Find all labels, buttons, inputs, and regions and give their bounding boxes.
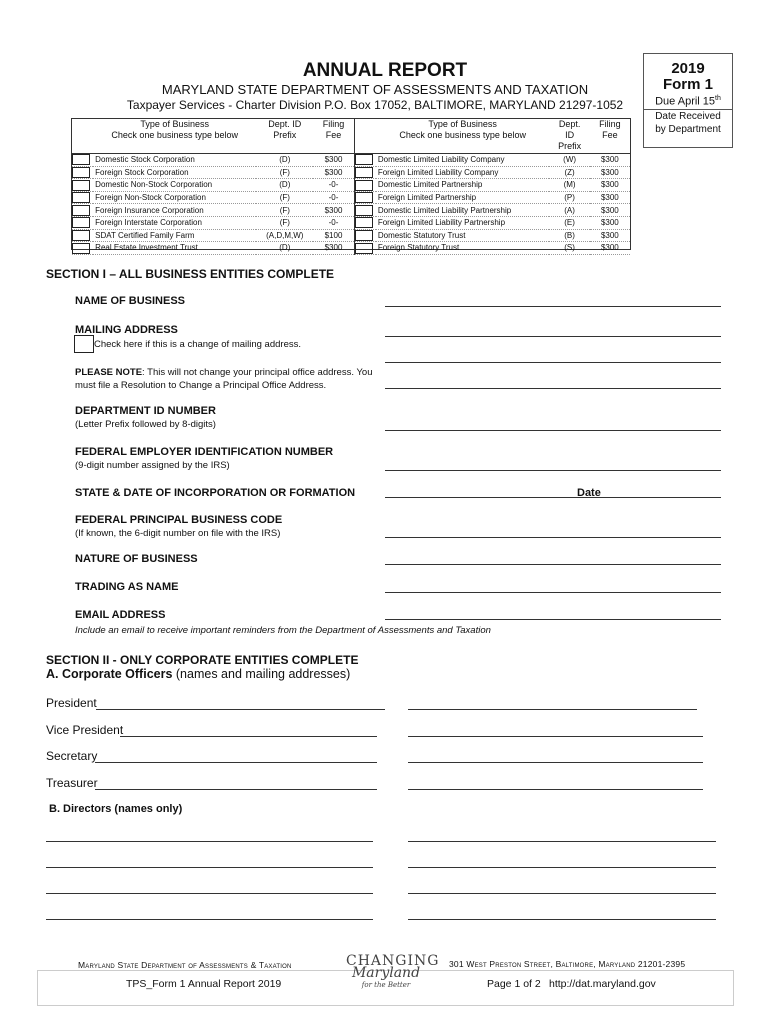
header-fee-1: Filing: [322, 119, 345, 129]
president-name-field[interactable]: [96, 709, 385, 710]
business-type-checkbox-right[interactable]: [355, 217, 373, 228]
email-label: EMAIL ADDRESS: [75, 609, 166, 621]
business-type-checkbox-left-cell[interactable]: [72, 204, 93, 217]
secretary-name-field[interactable]: [95, 762, 377, 763]
filing-fee: -0-: [313, 216, 354, 229]
business-type-name: Domestic Limited Liability Partnership: [376, 204, 550, 217]
dept-id-prefix: (S): [549, 242, 589, 255]
business-type-name: Foreign Limited Liability Company: [376, 166, 550, 179]
director-field-6[interactable]: [408, 893, 716, 894]
please-note-line-1: : This will not change your principal office address. You: [142, 367, 373, 378]
footer-url[interactable]: http://dat.maryland.gov: [549, 978, 656, 990]
business-type-checkbox-right[interactable]: [355, 243, 373, 254]
filing-fee: $300: [313, 242, 354, 255]
mailing-address-field-1[interactable]: [385, 336, 721, 337]
dept-id-prefix: (W): [549, 154, 589, 167]
form-year: 2019: [671, 60, 705, 77]
logo-changing: CHANGING: [346, 953, 440, 969]
business-type-name: Domestic Limited Liability Company: [376, 154, 550, 167]
dept-id-prefix: (D): [256, 242, 313, 255]
filing-fee: $300: [590, 154, 630, 167]
due-date-text: Due April 15: [655, 95, 716, 108]
dept-id-hint: (Letter Prefix followed by 8-digits): [75, 419, 216, 430]
business-type-name: Domestic Limited Partnership: [376, 179, 550, 192]
business-type-checkbox-right-cell[interactable]: [354, 216, 376, 229]
table-row: [72, 242, 630, 255]
table-header: [72, 118, 630, 154]
business-type-checkbox-right-cell[interactable]: [354, 204, 376, 217]
header-type-left: [93, 118, 256, 154]
president-label: President: [46, 696, 97, 710]
director-field-1[interactable]: [46, 841, 373, 842]
director-field-3[interactable]: [46, 867, 373, 868]
state-date-field[interactable]: [385, 497, 721, 498]
business-type-name: Domestic Stock Corporation: [93, 154, 256, 167]
vice-president-name-field[interactable]: [120, 736, 377, 737]
business-type-checkbox-left-cell[interactable]: [72, 229, 93, 242]
business-type-checkbox-right[interactable]: [355, 180, 373, 191]
business-type-checkbox-left[interactable]: [72, 230, 90, 241]
name-of-business-label: NAME OF BUSINESS: [75, 295, 186, 307]
table-row: [72, 154, 630, 167]
business-type-checkbox-right[interactable]: [355, 154, 373, 165]
dept-id-prefix: (D): [256, 179, 313, 192]
officers-heading: [46, 667, 350, 681]
due-date-sup: th: [715, 95, 721, 102]
business-type-checkbox-left[interactable]: [72, 167, 90, 178]
header-prefix-2: Prefix: [273, 130, 297, 140]
filing-fee: $300: [313, 166, 354, 179]
director-field-2[interactable]: [408, 841, 716, 842]
officers-heading-bold: A. Corporate Officers: [46, 667, 173, 681]
business-type-checkbox-left-cell[interactable]: [72, 166, 93, 179]
logo-maryland: Maryland: [351, 965, 421, 981]
principal-code-hint: (If known, the 6-digit number on file with the IRS): [75, 528, 281, 539]
trading-as-label: TRADING AS NAME: [75, 581, 179, 593]
president-address-field[interactable]: [408, 709, 697, 710]
director-field-7[interactable]: [46, 919, 373, 920]
filing-fee: -0-: [313, 191, 354, 204]
table-row: [72, 216, 630, 229]
logo-for-the-better: for the Better: [361, 981, 411, 989]
business-type-name: Foreign Non-Stock Corporation: [93, 191, 256, 204]
please-note-line-2: must file a Resolution to Change a Principal Office Address.: [75, 380, 327, 391]
dept-id-prefix: (F): [256, 166, 313, 179]
vice-president-label: Vice President: [46, 723, 124, 737]
section-2-heading: SECTION II - ONLY CORPORATE ENTITIES COMPLETE: [46, 653, 359, 667]
officers-heading-rest: (names and mailing addresses): [172, 667, 351, 681]
agency-name: MARYLAND STATE DEPARTMENT OF ASSESSMENTS AND TAXATION: [161, 82, 589, 97]
business-type-checkbox-right-cell[interactable]: [354, 154, 376, 167]
header-type-1: Type of Business: [140, 119, 209, 129]
dept-id-prefix: (D): [256, 154, 313, 167]
changing-maryland-logo: [346, 953, 440, 991]
dept-id-prefix: (F): [256, 204, 313, 217]
table-row: [72, 166, 630, 179]
state-date-label: STATE & DATE OF INCORPORATION OR FORMATION: [75, 487, 356, 499]
agency-address: Taxpayer Services - Charter Division P.O. Box 17052, BALTIMORE, MARYLAND 21297-1052: [126, 98, 624, 112]
form-number: Form 1: [662, 76, 713, 93]
footer-street: 301 West Preston Street, Baltimore, Maryland 21201-2395: [449, 959, 686, 969]
table-row: [72, 204, 630, 217]
date-label: Date: [577, 487, 601, 499]
business-type-checkbox-left-cell[interactable]: [72, 154, 93, 167]
email-hint: Include an email to receive important reminders from the Department of Assessments and Taxation: [75, 625, 491, 636]
dept-id-prefix: (F): [256, 216, 313, 229]
mailing-address-field-3[interactable]: [385, 388, 721, 389]
business-type-checkbox-left[interactable]: [72, 205, 90, 216]
form-info-box: [643, 53, 733, 148]
filing-fee: $300: [590, 242, 630, 255]
business-type-checkbox-right[interactable]: [355, 192, 373, 203]
header-check-left: [72, 118, 93, 154]
dept-id-prefix: (P): [549, 191, 589, 204]
section-1-heading: SECTION I – ALL BUSINESS ENTITIES COMPLETE: [46, 267, 335, 281]
mailing-change-checkbox[interactable]: [74, 335, 94, 353]
nature-of-business-label: NATURE OF BUSINESS: [75, 553, 198, 565]
table-row: [72, 191, 630, 204]
footer-page: Page 1 of 2: [487, 978, 541, 990]
fein-label: FEDERAL EMPLOYER IDENTIFICATION NUMBER: [75, 446, 334, 458]
business-type-checkbox-right-cell[interactable]: [354, 191, 376, 204]
date-received-1: Date Received: [655, 110, 721, 122]
dept-id-prefix: (M): [549, 179, 589, 192]
business-type-checkbox-right-cell[interactable]: [354, 166, 376, 179]
dept-id-prefix: (A): [549, 204, 589, 217]
secretary-label: Secretary: [46, 749, 98, 763]
header-rfee-1: Filing: [599, 119, 621, 129]
please-note-bold: PLEASE NOTE: [75, 367, 143, 378]
filing-fee: $300: [313, 204, 354, 217]
mailing-address-label: MAILING ADDRESS: [75, 324, 178, 336]
business-type-name: Foreign Interstate Corporation: [93, 216, 256, 229]
business-type-checkbox-right[interactable]: [355, 167, 373, 178]
filing-fee: $100: [313, 229, 354, 242]
business-type-name: Real Estate Investment Trust: [93, 242, 256, 255]
business-type-table: [72, 118, 630, 255]
business-type-checkbox-right-cell[interactable]: [354, 229, 376, 242]
dept-id-prefix: (E): [549, 216, 589, 229]
business-type-checkbox-left[interactable]: [72, 192, 90, 203]
business-type-checkbox-right-cell[interactable]: [354, 242, 376, 255]
business-type-checkbox-right[interactable]: [355, 205, 373, 216]
business-type-checkbox-right[interactable]: [355, 230, 373, 241]
trading-as-field[interactable]: [385, 592, 721, 593]
secretary-address-field[interactable]: [408, 762, 703, 763]
principal-code-label: FEDERAL PRINCIPAL BUSINESS CODE: [75, 514, 283, 526]
name-of-business-field[interactable]: [385, 306, 721, 307]
treasurer-name-field[interactable]: [95, 789, 377, 790]
header-type-2: Check one business type below: [111, 130, 238, 140]
header-prefix-1: Dept. ID: [268, 119, 302, 129]
header-fee-2: Fee: [325, 130, 342, 140]
business-type-name: SDAT Certified Family Farm: [93, 229, 256, 242]
dept-id-prefix: (A,D,M,W): [256, 229, 313, 242]
dept-id-label: DEPARTMENT ID NUMBER: [75, 405, 216, 417]
business-type-checkbox-left-cell[interactable]: [72, 191, 93, 204]
header-type-right: [376, 118, 550, 154]
business-type-name: Foreign Limited Liability Partnership: [376, 216, 550, 229]
director-field-5[interactable]: [46, 893, 373, 894]
business-type-name: Foreign Statutory Trust: [376, 242, 550, 255]
business-type-checkbox-right-cell[interactable]: [354, 179, 376, 192]
header-rtype-2: Check one business type below: [399, 130, 526, 140]
header-prefix-right: [549, 118, 589, 154]
header-check-right: [354, 118, 376, 154]
business-type-name: Foreign Stock Corporation: [93, 166, 256, 179]
dept-id-prefix: (Z): [549, 166, 589, 179]
filing-fee: $300: [590, 179, 630, 192]
please-note: [75, 366, 372, 392]
vice-president-address-field[interactable]: [408, 736, 703, 737]
header-prefix-left: [256, 118, 313, 154]
filing-fee: $300: [590, 229, 630, 242]
business-type-name: Domestic Statutory Trust: [376, 229, 550, 242]
filing-fee: $300: [590, 166, 630, 179]
due-date: [644, 95, 732, 110]
header-rfee-2: Fee: [602, 130, 618, 140]
header-rprefix-3: Prefix: [558, 141, 582, 151]
nature-of-business-field[interactable]: [385, 564, 721, 565]
date-received-2: by Department: [655, 123, 721, 135]
page-title: ANNUAL REPORT: [302, 60, 468, 81]
dept-id-field[interactable]: [385, 430, 721, 431]
treasurer-label: Treasurer: [46, 776, 98, 790]
fein-field[interactable]: [385, 470, 721, 471]
footer-form-id: TPS_Form 1 Annual Report 2019: [126, 978, 282, 990]
filing-fee: $300: [313, 154, 354, 167]
director-field-4[interactable]: [408, 867, 716, 868]
table-row: [72, 179, 630, 192]
header-fee-left: [313, 118, 354, 154]
footer-agency: Maryland State Department of Assessments & Taxation: [78, 960, 292, 970]
business-type-checkbox-left[interactable]: [72, 217, 90, 228]
dept-id-prefix: (F): [256, 191, 313, 204]
header-rprefix-1: Dept.: [558, 119, 581, 129]
business-type-checkbox-left[interactable]: [72, 243, 90, 254]
business-type-checkbox-left[interactable]: [72, 180, 90, 191]
filing-fee: $300: [590, 216, 630, 229]
business-type-name: Foreign Limited Partnership: [376, 191, 550, 204]
header-fee-right: [590, 118, 630, 154]
principal-code-field[interactable]: [385, 537, 721, 538]
business-type-name: Foreign Insurance Corporation: [93, 204, 256, 217]
directors-heading: B. Directors (names only): [49, 803, 183, 815]
mailing-change-label: Check here if this is a change of mailing address.: [94, 339, 301, 350]
business-type-checkbox-left[interactable]: [72, 154, 90, 165]
filing-fee: $300: [590, 191, 630, 204]
header-rprefix-2: ID: [565, 130, 575, 140]
business-type-checkbox-left-cell[interactable]: [72, 242, 93, 255]
business-type-checkbox-left-cell[interactable]: [72, 216, 93, 229]
business-type-name: Domestic Non-Stock Corporation: [93, 179, 256, 192]
fein-hint: (9-digit number assigned by the IRS): [75, 460, 230, 471]
header-rtype-1: Type of Business: [428, 119, 497, 129]
business-type-checkbox-left-cell[interactable]: [72, 179, 93, 192]
filing-fee: $300: [590, 204, 630, 217]
dept-id-prefix: (B): [549, 229, 589, 242]
email-field[interactable]: [385, 619, 721, 620]
filing-fee: -0-: [313, 179, 354, 192]
director-field-8[interactable]: [408, 919, 716, 920]
treasurer-address-field[interactable]: [408, 789, 703, 790]
mailing-address-field-2[interactable]: [385, 362, 721, 363]
table-row: [72, 229, 630, 242]
